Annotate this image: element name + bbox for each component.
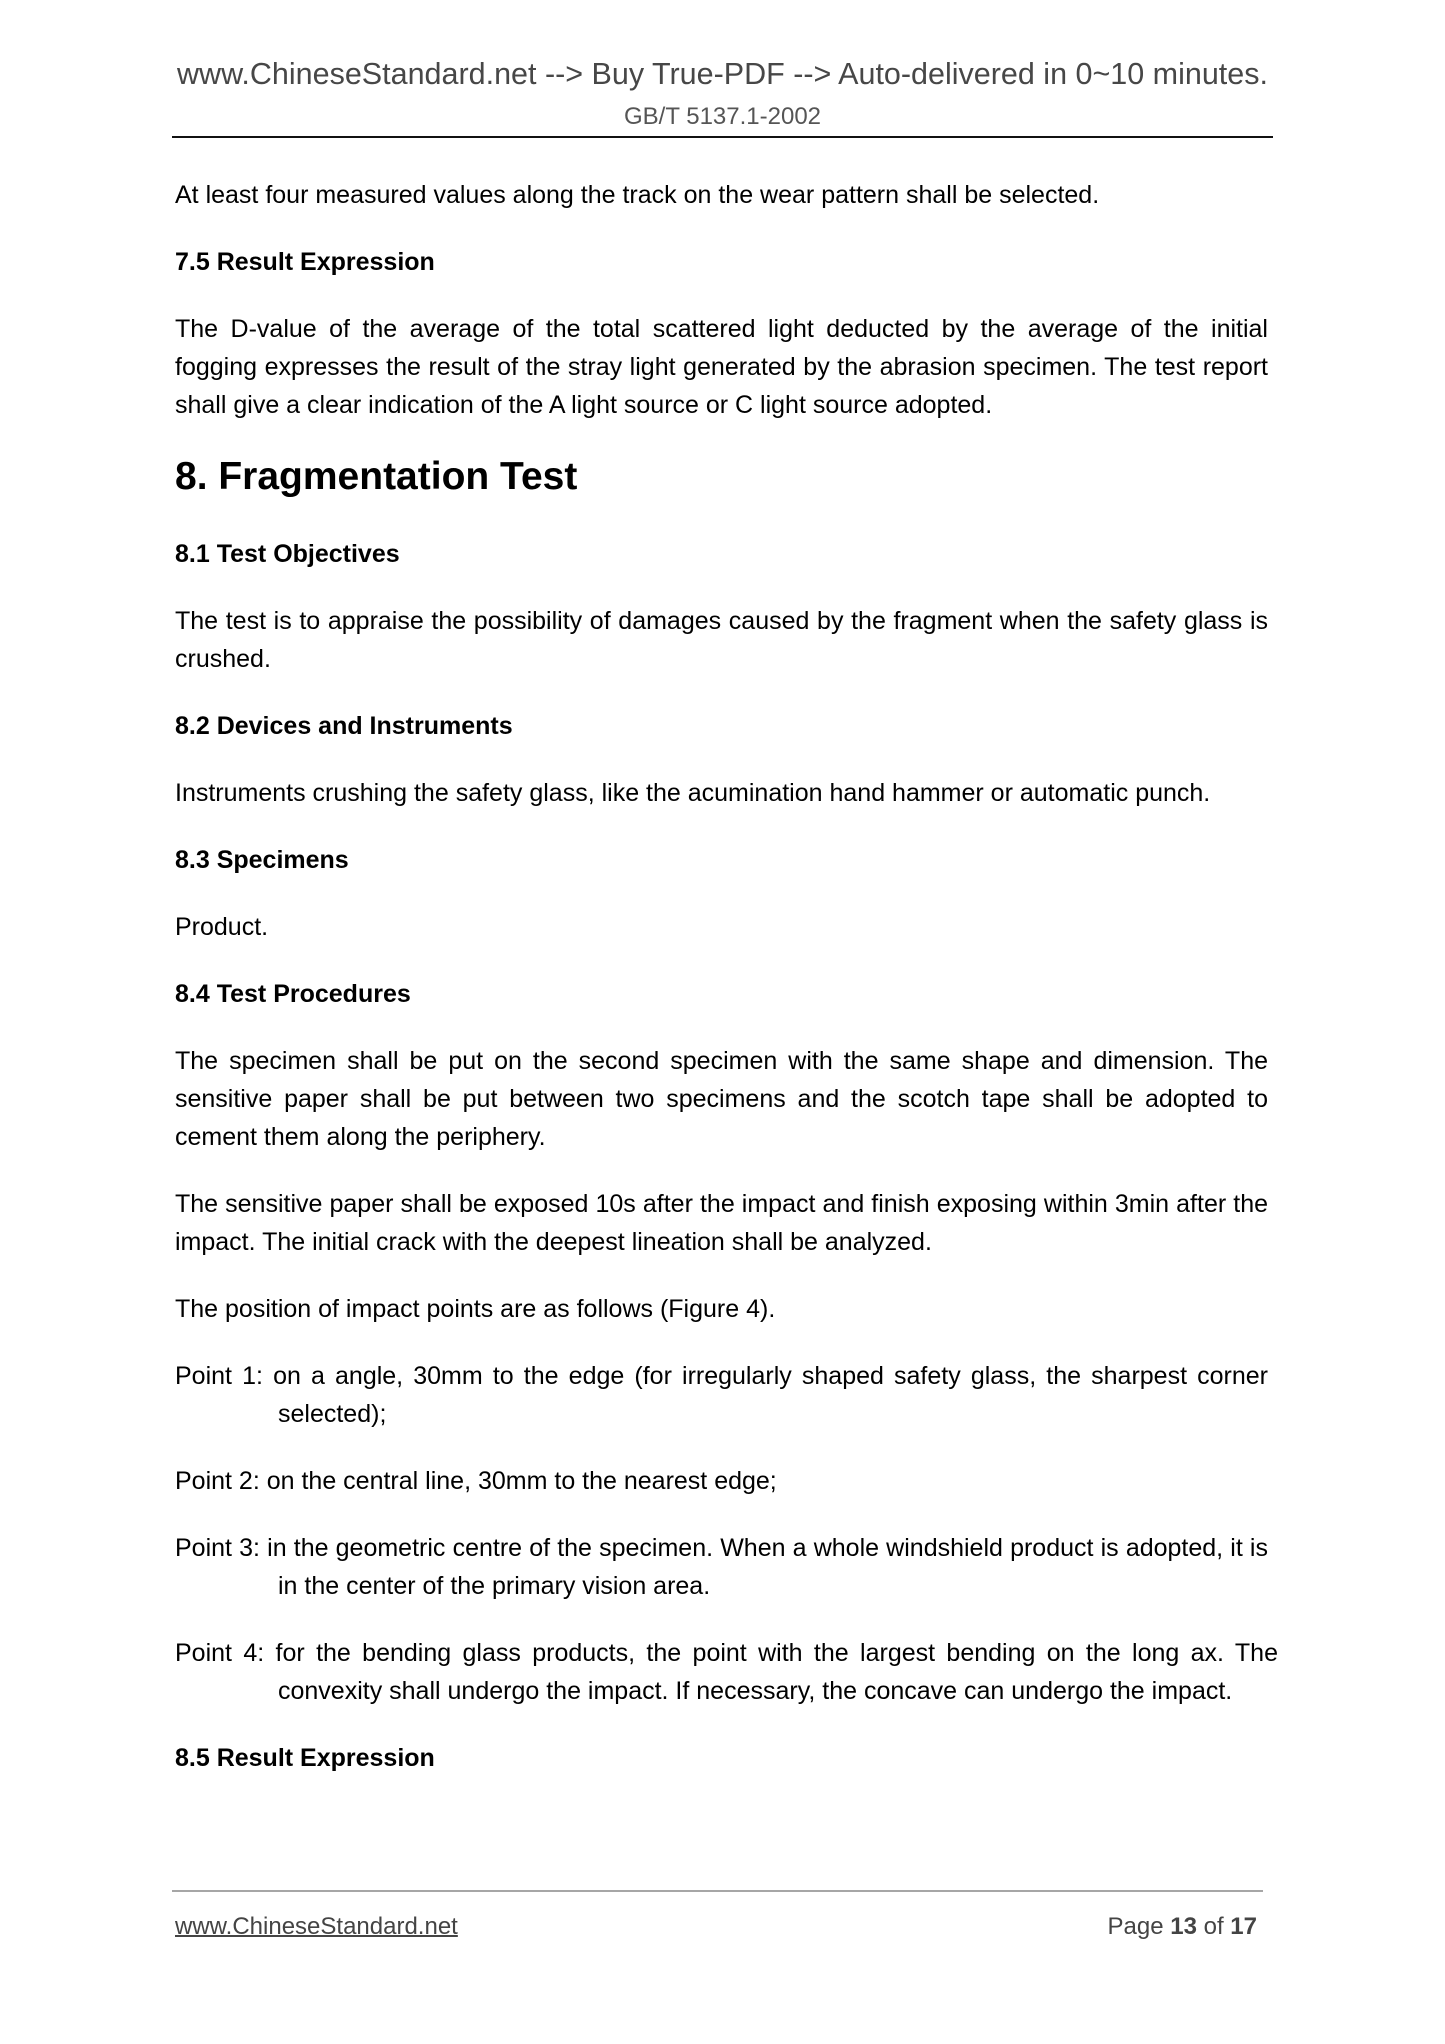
heading-8-2: 8.2 Devices and Instruments — [175, 712, 513, 740]
header-divider — [172, 136, 1273, 138]
heading-8-5: 8.5 Result Expression — [175, 1744, 435, 1772]
document-code: GB/T 5137.1-2002 — [623, 103, 822, 130]
paragraph-8-4-exposure: The sensitive paper shall be exposed 10s after the impact and finish exposing within 3min after the impact. The initial crack with the deepest lineation shall be analyzed. — [175, 1190, 1268, 1256]
paragraph-8-4-specimen: The specimen shall be put on the second specimen with the same shape and dimension. The sensitive paper shall be put between two specimens and the scotch tape shall be adopted to cement them along the periphery. — [175, 1047, 1268, 1151]
page-current: 13 — [1170, 1913, 1197, 1940]
paragraph-8-3: Product. — [175, 913, 269, 941]
impact-point-4: Point 4: for the bending glass products, the point with the largest bending on the long ax. The convexity shall undergo the impact. If necessary, the concave can undergo the impact. — [175, 1639, 1278, 1705]
paragraph-7-5: The D-value of the average of the total scattered light deducted by the average of the initial fogging expresses the result of the stray light generated by the abrasion specimen. The test report shall give a clear indication of the A light source or C light source adopted. — [175, 315, 1268, 419]
footer-divider — [172, 1890, 1263, 1892]
page-indicator — [1108, 1912, 1258, 1942]
heading-8-3: 8.3 Specimens — [175, 846, 349, 874]
impact-point-1: Point 1: on a angle, 30mm to the edge (for irregularly shaped safety glass, the sharpest corner selected); — [175, 1362, 1268, 1428]
paragraph-wear-values: At least four measured values along the track on the wear pattern shall be selected. — [175, 181, 1100, 209]
page-word: Page — [1107, 1913, 1164, 1940]
heading-section-8: 8. Fragmentation Test — [175, 455, 578, 498]
page-total: 17 — [1230, 1913, 1257, 1940]
heading-8-1: 8.1 Test Objectives — [175, 540, 400, 568]
header-banner: www.ChineseStandard.net --> Buy True-PDF --> Auto-delivered in 0~10 minutes. — [177, 57, 1268, 91]
paragraph-8-1: The test is to appraise the possibility of damages caused by the fragment when the safety glass is crushed. — [175, 607, 1268, 673]
paragraph-8-2: Instruments crushing the safety glass, like the acumination hand hammer or automatic punch. — [175, 779, 1211, 807]
page-body — [175, 176, 1278, 1806]
heading-8-4: 8.4 Test Procedures — [175, 980, 411, 1008]
impact-point-2: Point 2: on the central line, 30mm to the nearest edge; — [175, 1467, 777, 1495]
impact-point-3: Point 3: in the geometric centre of the specimen. When a whole windshield product is adopted, it is in the center of the primary vision area. — [175, 1534, 1268, 1600]
paragraph-8-4-impact-positions: The position of impact points are as follows (Figure 4). — [175, 1295, 776, 1323]
page-of: of — [1203, 1913, 1224, 1940]
footer-site-link[interactable]: www.ChineseStandard.net — [175, 1913, 458, 1940]
heading-7-5: 7.5 Result Expression — [175, 248, 435, 276]
